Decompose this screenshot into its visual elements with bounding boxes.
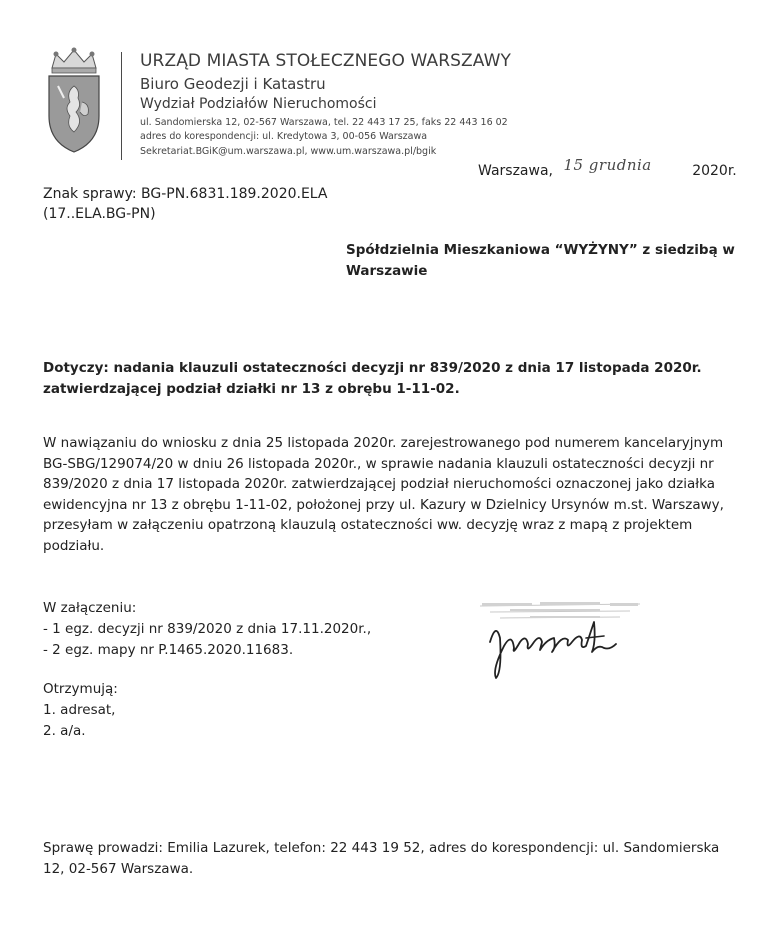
- footer-line: Sprawę prowadzi: Emilia Lazurek, telefon: 22 443 19 52, adres do korespondencji: ul. Sandomierska: [43, 840, 720, 856]
- recipient-item: 1. adresat,: [43, 702, 116, 718]
- body-line: ewidencyjna nr 13 z obrębu 1-11-02, położonej przy ul. Kazury w Dzielnicy Ursynów m.st. Warszawy,: [43, 496, 724, 513]
- department-name: Biuro Geodezji i Katastru: [140, 75, 326, 93]
- attachment-item: - 1 egz. decyzji nr 839/2020 z dnia 17.11.2020r.,: [43, 621, 372, 637]
- letter-subject: [43, 358, 733, 400]
- footer-line: 12, 02-567 Warszawa.: [43, 861, 194, 877]
- body-line: W nawiązaniu do wniosku z dnia 25 listopada 2020r. zarejestrowanego pod numerem kancelaryjnym: [43, 435, 724, 451]
- case-handler-footer: [43, 838, 753, 880]
- division-name: Wydział Podziałów Nieruchomości: [140, 96, 377, 112]
- body-line: BG-SBG/129074/20 w dniu 26 listopada 2020r., w sprawie nadania klauzuli ostateczności decyzji nr: [43, 455, 714, 472]
- date-year: 2020r.: [692, 163, 737, 179]
- attachment-item: - 2 egz. mapy nr P.1465.2020.11683.: [43, 642, 294, 658]
- subject-line: Dotyczy: nadania klauzuli ostateczności decyzji nr 839/2020 z dnia 17 listopada 2020r.: [43, 360, 702, 376]
- case-reference: Znak sprawy: BG-PN.6831.189.2020.ELA: [43, 186, 328, 202]
- attachments-list: [43, 598, 371, 661]
- recipient-line: Warszawie: [346, 263, 428, 279]
- recipient-line: Spółdzielnia Mieszkaniowa “WYŻYNY” z siedzibą w: [346, 242, 735, 258]
- place-and-date: [478, 156, 737, 179]
- attachments-heading: W załączeniu:: [43, 600, 137, 616]
- recipient-item: 2. a/a.: [43, 723, 86, 739]
- body-line: podziału.: [43, 537, 105, 554]
- letterhead-divider: [121, 52, 122, 160]
- warsaw-coat-of-arms-logo: [44, 46, 104, 156]
- case-sub-reference: (17..ELA.BG-PN): [43, 206, 156, 222]
- recipient-address: [346, 240, 735, 282]
- handwritten-date: 15 grudnia: [563, 156, 652, 174]
- recipients-list: [43, 679, 118, 742]
- contact-info: Sekretariat.BGiK@um.warszawa.pl, www.um.warszawa.pl/bgik: [140, 146, 437, 157]
- correspondence-address: adres do korespondencji: ul. Kredytowa 3, 00-056 Warszawa: [140, 131, 428, 142]
- handwritten-signature: [482, 612, 632, 682]
- letter-body: [43, 433, 743, 556]
- organization-title: URZĄD MIASTA STOŁECZNEGO WARSZAWY: [140, 51, 511, 71]
- subject-line: zatwierdzającej podział działki nr 13 z obrębu 1-11-02.: [43, 381, 460, 397]
- recipients-heading: Otrzymują:: [43, 681, 118, 697]
- place-city: Warszawa,: [478, 163, 553, 179]
- body-line: przesyłam w załączeniu opatrzoną klauzulą ostateczności ww. decyzję wraz z mapą z projektem: [43, 517, 693, 533]
- office-address: ul. Sandomierska 12, 02-567 Warszawa, tel. 22 443 17 25, faks 22 443 16 02: [140, 117, 508, 128]
- body-line: 839/2020 z dnia 17 listopada 2020r. zatwierdzającej podział nieruchomości oznaczonej jako działka: [43, 476, 715, 492]
